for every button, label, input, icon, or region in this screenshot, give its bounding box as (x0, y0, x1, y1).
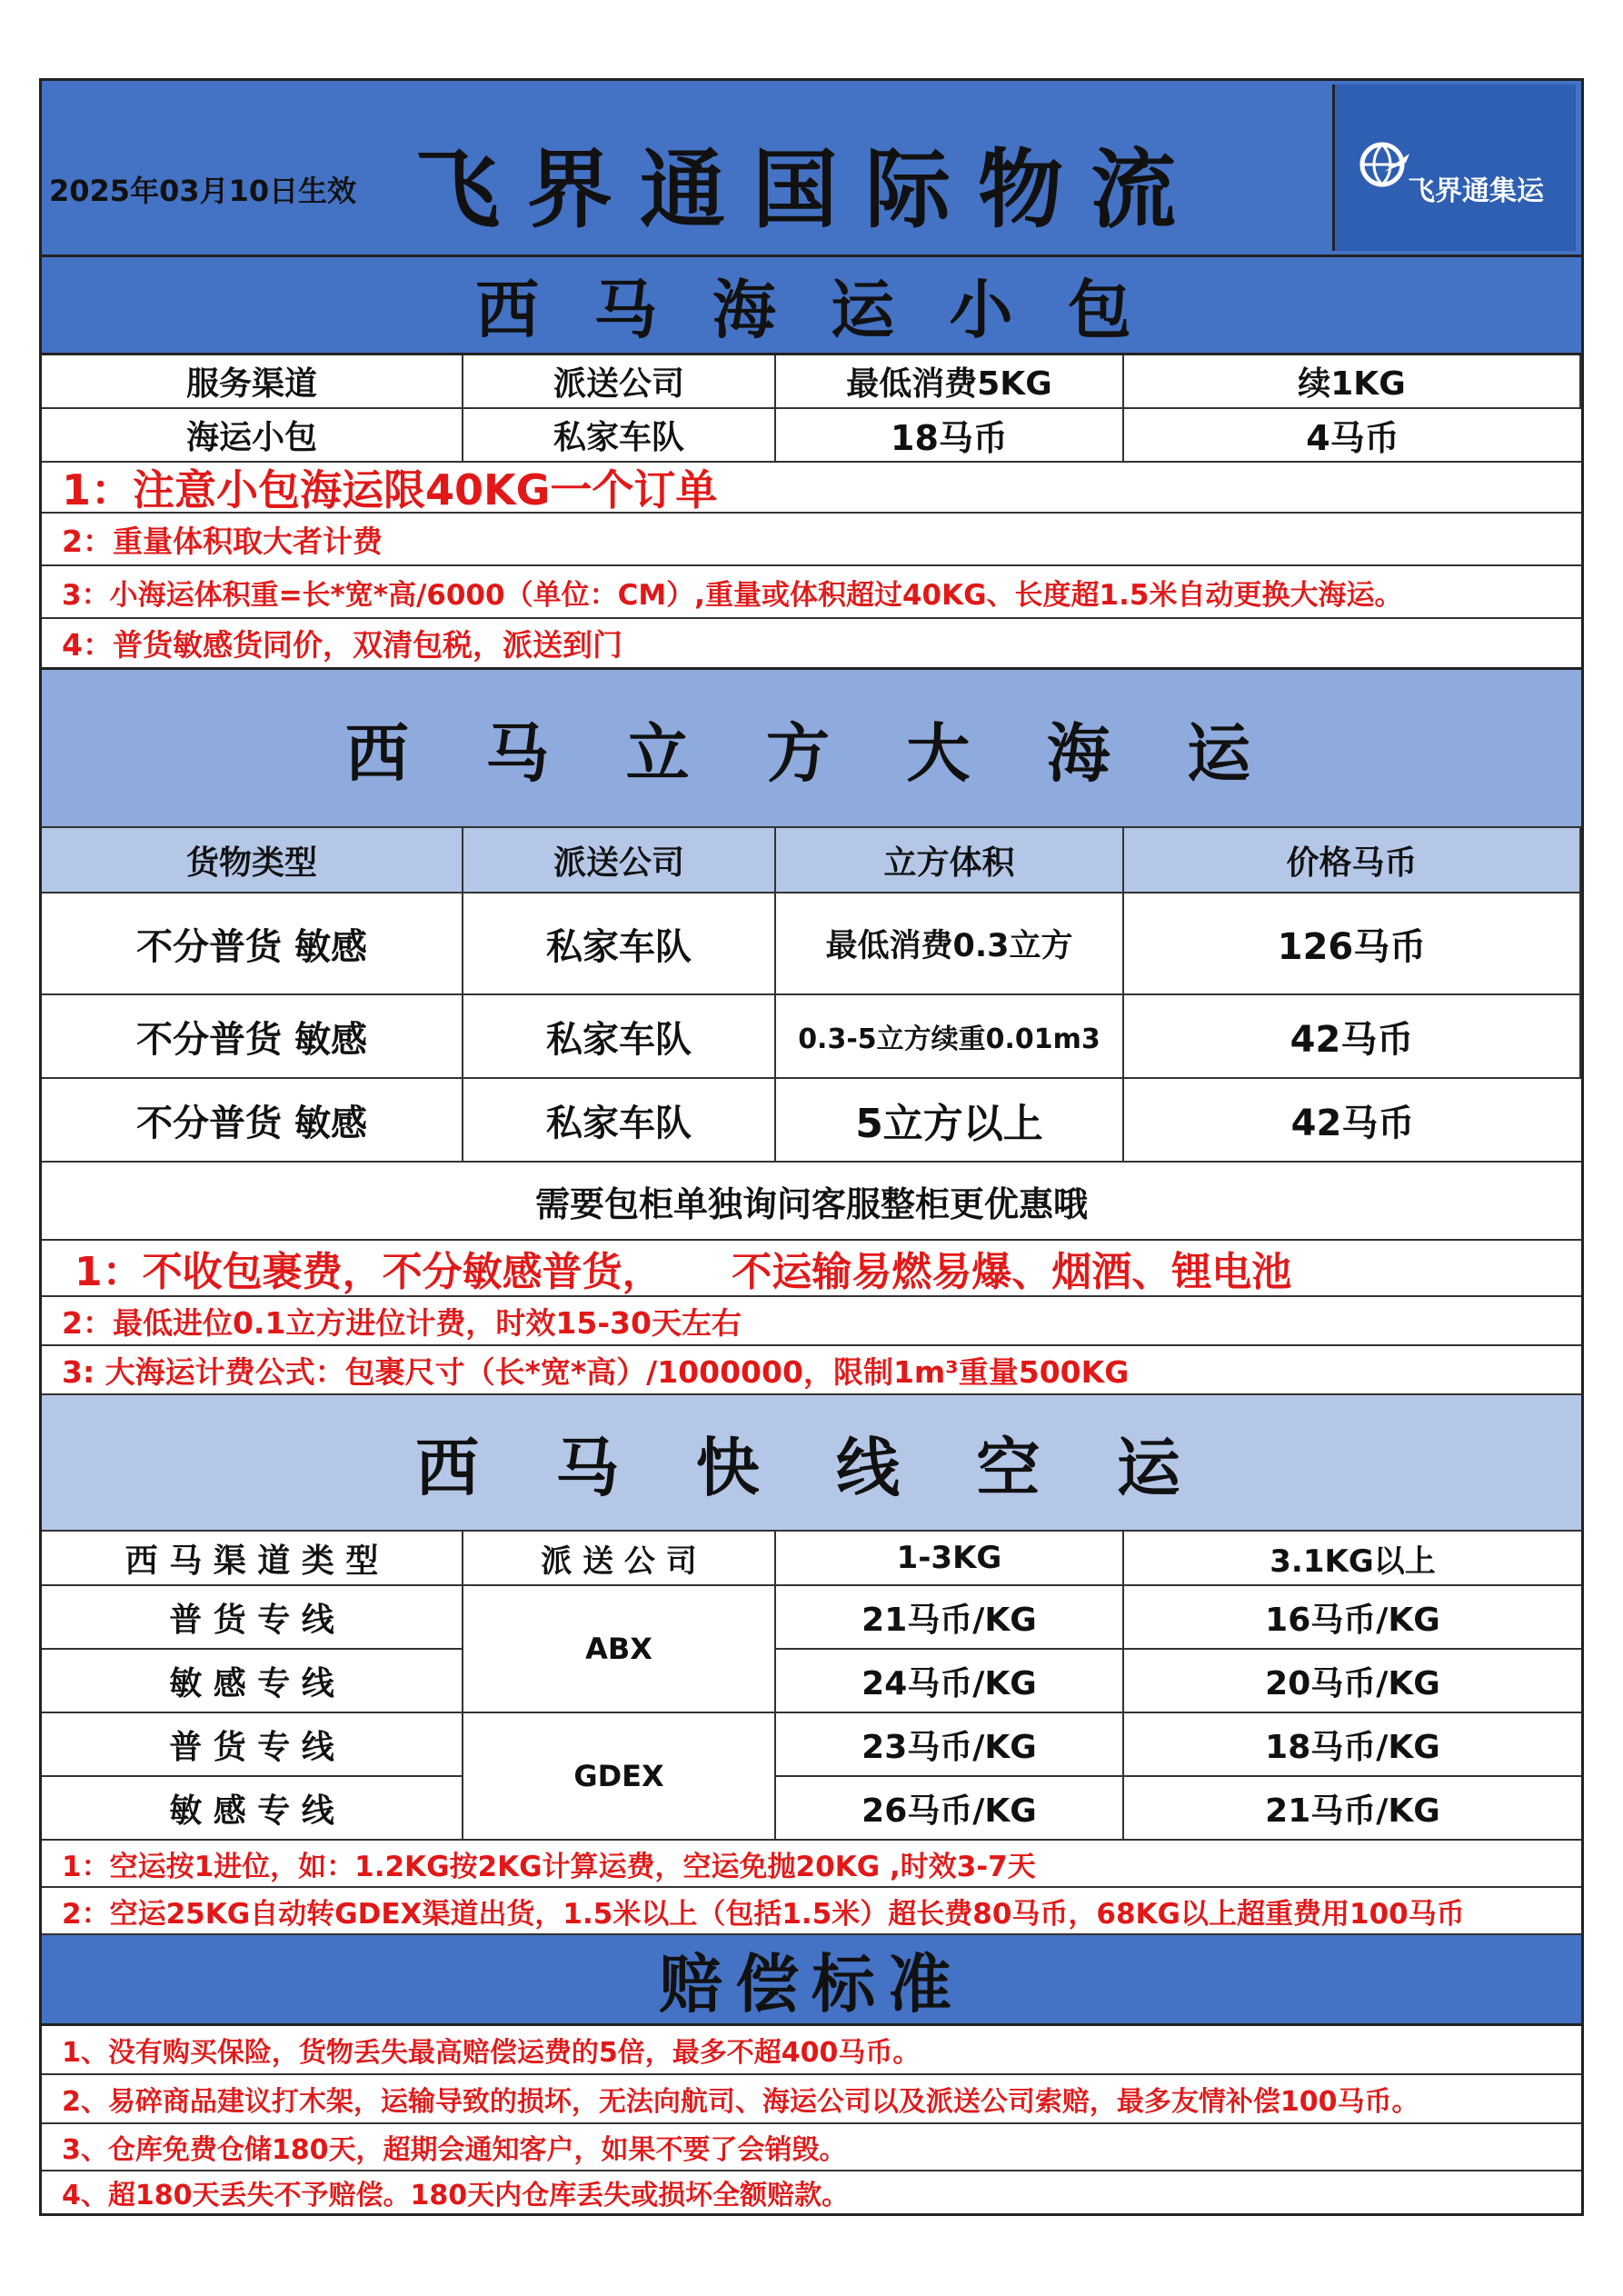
section3-title: 西 马 快 线 空 运 (42, 1395, 1581, 1532)
s3-g1-r1-high: 16马币/KG (1124, 1586, 1581, 1650)
s1-note-3: 3：小海运体积重=长*宽*高/6000（单位：CM）,重量或体积超过40KG、长度超1.5米自动更换大海运。 (42, 566, 1581, 619)
s4-note-3: 3、仓库免费仓储180天，超期会通知客户，如果不要了会销毁。 (42, 2124, 1581, 2171)
section4-title: 赔偿标准 (42, 1935, 1581, 2026)
s2-r1-courier: 私家车队 (463, 893, 776, 995)
s1-col-extra: 续1KG (1124, 355, 1581, 409)
s1-note-1: 1：注意小包海运限40KG一个订单 (42, 463, 1581, 514)
section1-table (42, 355, 1581, 463)
s1-col-min: 最低消费5KG (776, 355, 1124, 409)
s3-col-courier: 派 送 公 司 (463, 1532, 776, 1586)
s2-r2-type: 不分普货 敏感 (42, 995, 463, 1079)
s3-g1-r2-high: 20马币/KG (1124, 1650, 1581, 1713)
s1-note-4: 4：普货敏感货同价，双清包税，派送到门 (42, 619, 1581, 670)
s3-note-1: 1：空运按1进位，如：1.2KG按2KG计算运费，空运免抛20KG ,时效3-7天 (42, 1841, 1581, 1888)
s2-col-volume: 立方体积 (776, 828, 1124, 893)
s1-col-channel: 服务渠道 (42, 355, 463, 409)
s2-col-price: 价格马币 (1124, 828, 1581, 893)
s3-g2-r2-type: 敏 感 专 线 (42, 1777, 463, 1841)
s4-note-4: 4、超180天丢失不予赔偿。180天内仓库丢失或损坏全额赔款。 (62, 2180, 850, 2211)
s1-row-extra: 4马币 (1124, 409, 1581, 463)
section2-table (42, 828, 1581, 1163)
logo-box (1332, 85, 1576, 251)
section1-title: 西 马 海 运 小 包 (42, 257, 1581, 355)
s2-r1-type: 不分普货 敏感 (42, 893, 463, 995)
s2-r3-volume: 5立方以上 (776, 1079, 1124, 1163)
s2-r2-price: 42马币 (1124, 995, 1581, 1079)
s3-g2-carrier: GDEX (463, 1713, 776, 1841)
s3-col-low: 1-3KG (776, 1532, 1124, 1586)
header-bar (42, 81, 1581, 257)
s3-g2-r2-high: 21马币/KG (1124, 1777, 1581, 1841)
globe-plane-icon (1357, 137, 1411, 192)
s4-note-1: 1、没有购买保险，货物丢失最高赔偿运费的5倍，最多不超400马币。 (42, 2026, 1581, 2075)
s3-g2-r1-low: 23马币/KG (776, 1713, 1124, 1777)
s2-r3-courier: 私家车队 (463, 1079, 776, 1163)
s2-r3-price: 42马币 (1124, 1079, 1581, 1163)
s2-r2-volume: 0.3-5立方续重0.01m3 (776, 995, 1124, 1079)
section2-title: 西 马 立 方 大 海 运 (42, 670, 1581, 828)
s2-banner: 需要包柜单独询问客服整柜更优惠哦 (42, 1163, 1581, 1241)
s2-col-courier: 派送公司 (463, 828, 776, 893)
s2-r2-courier: 私家车队 (463, 995, 776, 1079)
s3-note-2: 2：空运25KG自动转GDEX渠道出货，1.5米以上（包括1.5米）超长费80马币，68KG以上超重费用100马币 (42, 1888, 1581, 1935)
s3-g2-r1-type: 普 货 专 线 (42, 1713, 463, 1777)
s2-r1-volume: 最低消费0.3立方 (776, 893, 1124, 995)
s1-row-min: 18马币 (776, 409, 1124, 463)
s3-g1-carrier: ABX (463, 1586, 776, 1713)
s1-note-2: 2：重量体积取大者计费 (42, 514, 1581, 566)
company-title: 飞界通国际物流 (414, 141, 1204, 240)
s3-g1-r2-low: 24马币/KG (776, 1650, 1124, 1713)
s3-g1-r1-low: 21马币/KG (776, 1586, 1124, 1650)
s1-row-channel: 海运小包 (42, 409, 463, 463)
s2-note-3: 3: 大海运计费公式：包裹尺寸（长*宽*高）/1000000，限制1m³重量500KG (42, 1346, 1581, 1395)
s3-g1-r1-type: 普 货 专 线 (42, 1586, 463, 1650)
s1-col-courier: 派送公司 (463, 355, 776, 409)
s1-row-courier: 私家车队 (463, 409, 776, 463)
price-sheet (39, 78, 1584, 2216)
s2-note-1: 1：不收包裹费，不分敏感普货， 不运输易燃易爆、烟酒、锂电池 (42, 1241, 1581, 1297)
s2-r1-price: 126马币 (1124, 893, 1581, 995)
s3-g1-r2-type: 敏 感 专 线 (42, 1650, 463, 1713)
effective-date: 2025年03月10日生效 (49, 174, 357, 208)
s3-g2-r1-high: 18马币/KG (1124, 1713, 1581, 1777)
s2-col-type: 货物类型 (42, 828, 463, 893)
section3-table (42, 1532, 1581, 1841)
s4-note-2: 2、易碎商品建议打木架，运输导致的损坏，无法向航司、海运公司以及派送公司索赔，最多友情补偿100马币。 (42, 2075, 1581, 2124)
s3-g2-r2-low: 26马币/KG (776, 1777, 1124, 1841)
logo-text: 飞界通集运 (1408, 175, 1544, 207)
s2-r3-type: 不分普货 敏感 (42, 1079, 463, 1163)
s2-note-2: 2：最低进位0.1立方进位计费，时效15-30天左右 (42, 1297, 1581, 1346)
s3-col-high: 3.1KG以上 (1124, 1532, 1581, 1586)
s3-col-type: 西 马 渠 道 类 型 (42, 1532, 463, 1586)
